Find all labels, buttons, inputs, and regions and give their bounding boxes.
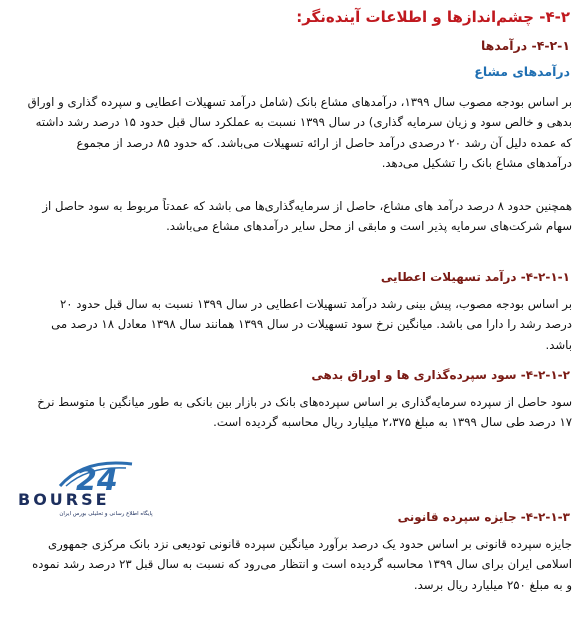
text-line: درصد رشد را دارا می باشد. میانگین نرخ سود تسهیلات در سال ۱۳۹۹ همانند سال ۱۳۹۸ معادل ۱۸ درصد می [51, 317, 572, 332]
bourse24-logo-icon [14, 456, 180, 518]
heading-deposit-profit: ۴-۲-۱-۲- سود سپرده‌گذاری ها و اوراق بدهی [311, 368, 570, 382]
text-line: سود حاصل از سپرده سرمایه‌گذاری بر اساس سپرده‌های بانک در بازار بین بانکی به طور میانگین با متوسط نرخ [37, 395, 572, 409]
bourse24-logo [14, 456, 180, 518]
section-subtitle: ۴-۲-۱- درآمدها [480, 38, 570, 53]
paragraph-investments [14, 196, 572, 237]
heading-legal-deposit: ۴-۲-۱-۳- جایزه سپرده قانونی [397, 510, 570, 524]
heading-loan-income: ۴-۲-۱-۱- درآمد تسهیلات اعطایی [380, 270, 570, 284]
section-title: ۴-۲- چشم‌اندازها و اطلاعات آینده‌نگر: [296, 8, 570, 26]
text-line: باشد. [545, 337, 572, 352]
text-line: بر اساس بودجه مصوب، پیش بینی رشد درآمد تسهیلات اعطایی در سال ۱۳۹۹ نسبت به سال قبل حدود ۲۰ [60, 297, 572, 311]
text-line: که عمده دلیل آن رشد ۲۰ درصدی درآمد حاصل از ارائه تسهیلات می‌باشد. که حدود ۸۵ درصد از مجموع [76, 135, 572, 150]
paragraph-legal-deposit [14, 534, 572, 595]
text-line: جایزه سپرده قانونی بر اساس حدود یک درصد برآورد میانگین سپرده قانونی تودیعی نزد بانک مرکزی جمهوری [47, 537, 572, 551]
text-line: سهام شرکت‌های سرمایه پذیر است و مابقی از محل سایر درآمدهای مشاع می‌باشد. [166, 219, 572, 234]
text-line: و به مبلغ ۲۵۰ میلیارد ریال برسد. [413, 577, 572, 592]
paragraph-deposit-profit [14, 392, 572, 433]
paragraph-loan-income [14, 294, 572, 355]
paragraph-shared-income [14, 92, 572, 173]
logo-word: BOURSE [18, 490, 110, 509]
text-line: همچنین حدود ۸ درصد درآمد های مشاع، حاصل از سرمایه‌گذاری‌ها می باشد که عمدتاً مربوط به سود حاصل از [42, 199, 572, 213]
text-line: ۱۷ درصد طی سال ۱۳۹۹ به مبلغ ۲،۳۷۵ میلیارد ریال محاسبه گردیده است. [213, 415, 572, 430]
text-line: بر اساس بودجه مصوب سال ۱۳۹۹، درآمدهای مشاع بانک (شامل درآمد تسهیلات اعطایی و سپرده گذاری و اوراق [27, 95, 572, 109]
text-line: اسلامی ایران برای سال ۱۳۹۹ محاسبه گردیده است و انتظار می‌رود که نسبت به سال قبل ۲۳ درصد رشد نموده [32, 557, 572, 572]
text-line: بدهی و خالص سود و زیان سرمایه گذاری) در سال ۱۳۹۹ نسبت به عملکرد سال قبل حدود ۱۵ درصد رشد داشته [35, 115, 572, 130]
subheading-shared-income: درآمدهای مشاع [474, 64, 570, 79]
logo-tagline: پایگاه اطلاع رسانی و تحلیلی بورس ایران [59, 511, 153, 517]
text-line: درآمدهای مشاع بانک را تشکیل می‌دهد. [381, 155, 572, 170]
logo-number: 24 [76, 463, 118, 498]
